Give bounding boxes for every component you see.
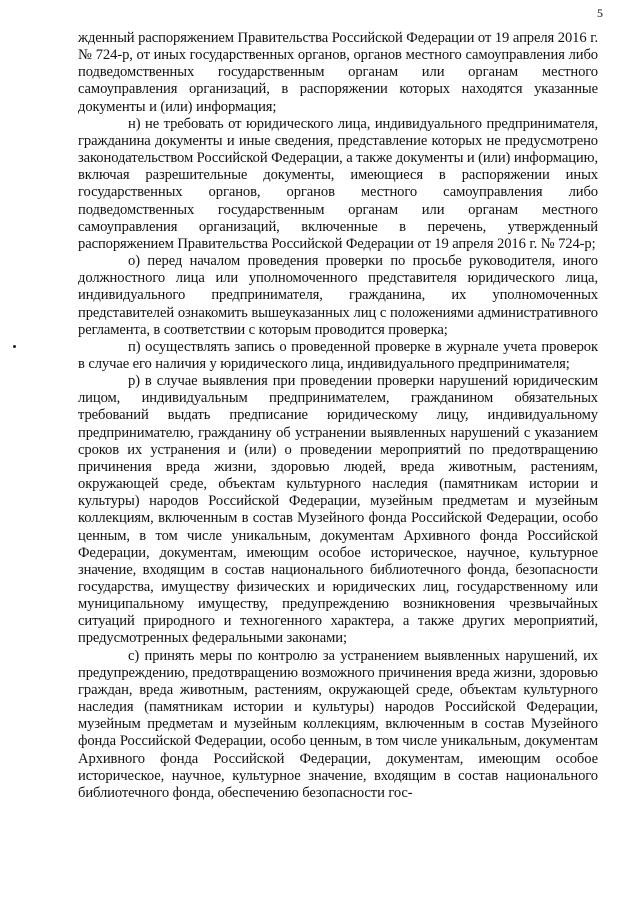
- document-body: [78, 30, 598, 802]
- paragraph-item-p: п) осуществлять запись о проведенной проверке в журнале учета проверок в случае его наличия у юридического лица, индивидуального предпринимателя;: [78, 338, 598, 372]
- paragraph-continuation: жденный распоряжением Правительства Российской Федерации от 19 апреля 2016 г. № 724-р, от иных государственных органов, органов местного самоуправления либо подведомственных государственным органам или органам местного самоуправления организаций, в распоряжении которых находятся указанные документы и (или) информация;: [78, 30, 598, 115]
- paragraph-item-s: с) принять меры по контролю за устранением выявленных нарушений, их предупреждению, предотвращению возможного причинения вреда жизни, здоровью граждан, вреда животным, растениям, окружающей среде, объектам культурного наследия (памятникам истории и культуры) народов Российской Федерации, музейным предметам и музейным коллекциям, включенным в состав Музейного фонда Российской Федерации, особо ценным, в том числе уникальным, документам Архивного фонда Российской Федерации, документам, имеющим особое историческое, научное, культурное значение, входящим в состав национального библиотечного фонда, обеспечению безопасности гос-: [78, 647, 598, 801]
- paragraph-item-r: р) в случае выявления при проведении проверки нарушений юридическим лицом, индивидуальным предпринимателем, гражданином обязательных требований выдать предписание юридическому лицу, индивидуальному предпринимателю, гражданину об устранении выявленных нарушений с указанием сроков их устранения и (или) о проведении мероприятий по предотвращению причинения вреда жизни, здоровью людей, вреда животным, растениям, окружающей среде, объектам культурного наследия (памятникам истории и культуры) народов Российской Федерации, музейным предметам и музейным коллекциям, включенным в состав Музейного фонда Российской Федерации, особо ценным, в том числе уникальным, документам Архивного фонда Российской Федерации, документам, имеющим особое историческое, научное, культурное значение, входящим в состав национального библиотечного фонда, безопасности государства, имуществу физических и юридических лиц, государственному или муниципальному имуществу, предупреждению возникновения чрезвычайных ситуаций природного и техногенного характера, а также других мероприятий, предусмотренных федеральными законами;: [78, 373, 598, 647]
- paragraph-item-n: н) не требовать от юридического лица, индивидуального предпринимателя, гражданина документы и иные сведения, представление которых не предусмотрено законодательством Российской Федерации, а также документы и (или) информацию, включая разрешительные документы, имеющиеся в распоряжении иных государственных органов, органов местного самоуправления либо подведомственных государственным органам или органам местного самоуправления организаций, включенные в перечень, утвержденный распоряжением Правительства Российской Федерации от 19 апреля 2016 г. № 724-р;: [78, 115, 598, 252]
- scan-artifact-dot: [13, 345, 16, 348]
- paragraph-item-o: о) перед началом проведения проверки по просьбе руководителя, иного должностного лица или уполномоченного представителя юридического лица, индивидуального предпринимателя, гражданина, их уполномоченных представителей ознакомить вышеуказанных лиц с положениями административного регламента, в соответствии с которым проводится проверка;: [78, 253, 598, 338]
- page-number: 5: [597, 6, 603, 20]
